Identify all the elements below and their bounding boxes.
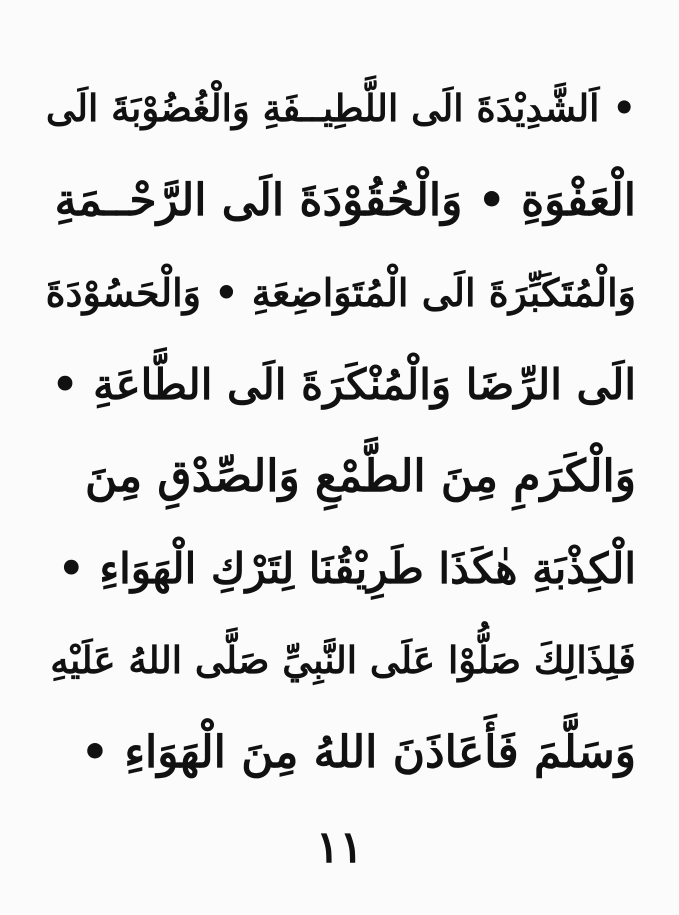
text-line-7: فَلِذَالِكَ صَلُّوْا عَلَى النَّبِيِّ صَلَّى اللهُ عَلَيْهِ [50,638,636,682]
text-line-4: الَى الرِّضَا وَالْمُنْكَرَةَ الَى الطَّاعَةِ • [51,359,636,409]
page-number: ١١ [315,822,364,873]
text-line-5: وَالْكَرَمِ مِنَ الطَّمْعِ وَالصِّدْقِ مِنَ [85,450,636,502]
text-line-3: وَالْمُتَكَبِّرَةَ الَى الْمُتَوَاضِعَةِ • وَالْحَسُوْدَةَ [46,269,636,315]
text-line-8: وَسَلَّمَ فَأَعَاذَنَ اللهُ مِنَ الْهَوَاءِ • [80,726,636,778]
text-line-6: الْكِذْبَةِ هٰكَذَا طَرِيْقُنَا لِتَرْكِ الْهَوَاءِ • [57,543,636,593]
arabic-text-block [46,62,636,798]
text-line-2: الْعَفْوَةِ • وَالْحُقُوْدَةَ الَى الرَّحْــمَةِ [54,174,636,226]
text-line-1: • اَلشَّدِيْدَةَ الَى اللَّطِيــفَةِ وَالْغُضُوْبَةَ الَى [46,86,636,130]
